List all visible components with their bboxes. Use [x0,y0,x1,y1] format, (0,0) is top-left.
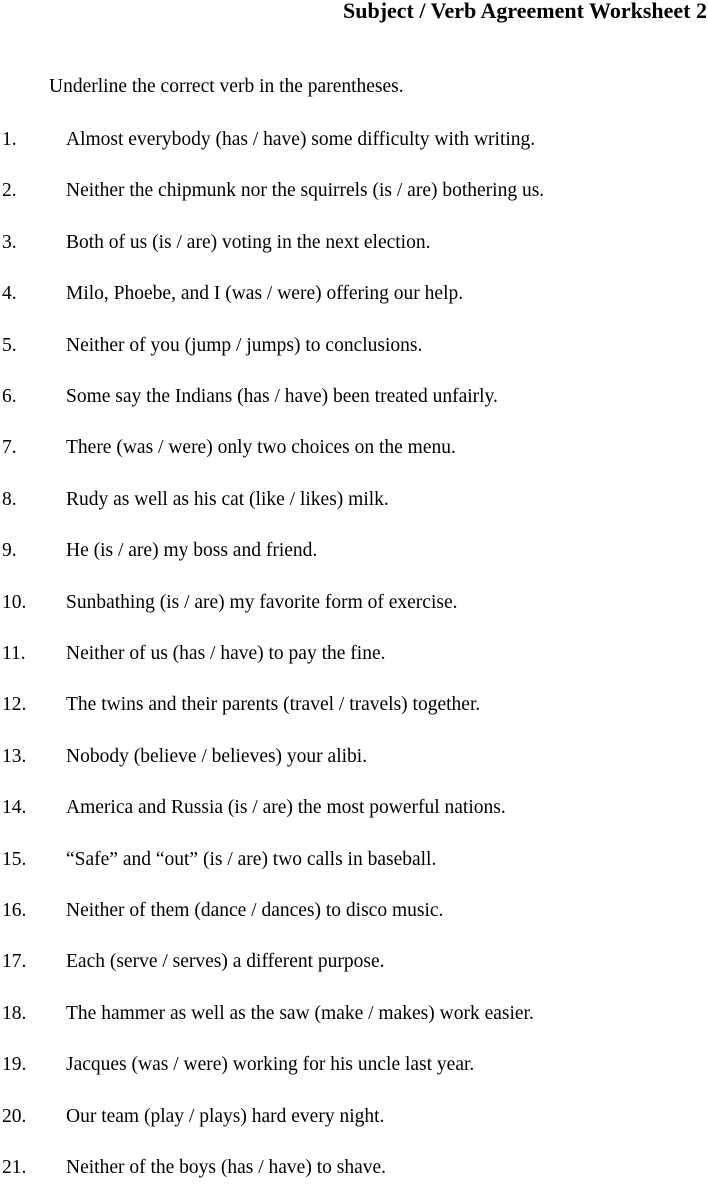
item-number: 8. [2,488,17,510]
list-item [2,745,706,769]
item-text: Neither of you (jump / jumps) to conclusions. [66,334,423,356]
item-number: 17. [2,951,27,973]
list-item [2,282,706,306]
item-text: Milo, Phoebe, and I (was / were) offering our help. [66,283,464,305]
page-title: Subject / Verb Agreement Worksheet 2 [343,0,707,23]
item-text: Some say the Indians (has / have) been treated unfairly. [66,386,498,407]
list-item [2,796,706,820]
item-text: Our team (play / plays) hard every night. [66,1105,385,1127]
list-item [2,1053,706,1077]
instruction-text: Underline the correct verb in the parentheses. [49,76,404,97]
item-text: Sunbathing (is / are) my favorite form of exercise. [66,591,458,613]
item-text: Each (serve / serves) a different purpose. [66,951,385,973]
item-number: 5. [2,334,17,356]
item-number: 7. [2,437,17,459]
item-text: America and Russia (is / are) the most powerful nations. [66,797,506,819]
list-item [2,591,706,615]
item-text: The hammer as well as the saw (make / makes) work easier. [66,1002,534,1024]
item-number: 4. [2,283,17,305]
item-number: 11. [2,643,26,664]
item-text: Almost everybody (has / have) some difficulty with writing. [66,129,536,150]
item-number: 14. [2,797,27,819]
item-text: Neither of them (dance / dances) to disco music. [66,900,444,921]
list-item [2,642,706,666]
list-item [2,848,706,872]
item-number: 16. [2,900,27,921]
list-item [2,128,706,152]
item-text: Neither the chipmunk nor the squirrels (is / are) bothering us. [66,180,545,202]
item-number: 1. [2,129,17,150]
item-text: The twins and their parents (travel / travels) together. [66,694,481,716]
item-text: Neither of us (has / have) to pay the fine. [66,643,386,664]
item-number: 13. [2,745,27,767]
item-text: He (is / are) my boss and friend. [66,540,318,562]
list-item [2,385,706,409]
list-item [2,436,706,460]
item-text: Rudy as well as his cat (like / likes) milk. [66,488,389,510]
list-item [2,539,706,563]
list-item [2,950,706,974]
item-number: 3. [2,231,17,253]
list-item [2,231,706,255]
list-item [2,488,706,512]
list-item [2,334,706,358]
item-number: 21. [2,1157,27,1178]
item-number: 12. [2,694,27,716]
list-item [2,179,706,203]
item-text: Nobody (believe / believes) your alibi. [66,745,368,767]
list-item [2,899,706,923]
item-text: Both of us (is / are) voting in the next election. [66,231,431,253]
item-number: 15. [2,848,27,870]
item-text: “Safe” and “out” (is / are) two calls in baseball. [66,848,437,870]
item-number: 19. [2,1054,27,1076]
item-text: There (was / were) only two choices on the menu. [66,437,456,459]
item-text: Neither of the boys (has / have) to shave. [66,1157,387,1178]
list-item [2,1105,706,1129]
item-number: 9. [2,540,17,562]
item-number: 6. [2,386,17,407]
item-number: 20. [2,1105,27,1127]
list-item [2,693,706,717]
item-number: 2. [2,180,17,202]
item-text: Jacques (was / were) working for his uncle last year. [66,1054,475,1076]
item-number: 18. [2,1002,27,1024]
list-item [2,1002,706,1026]
list-item [2,1156,706,1180]
item-number: 10. [2,591,27,613]
